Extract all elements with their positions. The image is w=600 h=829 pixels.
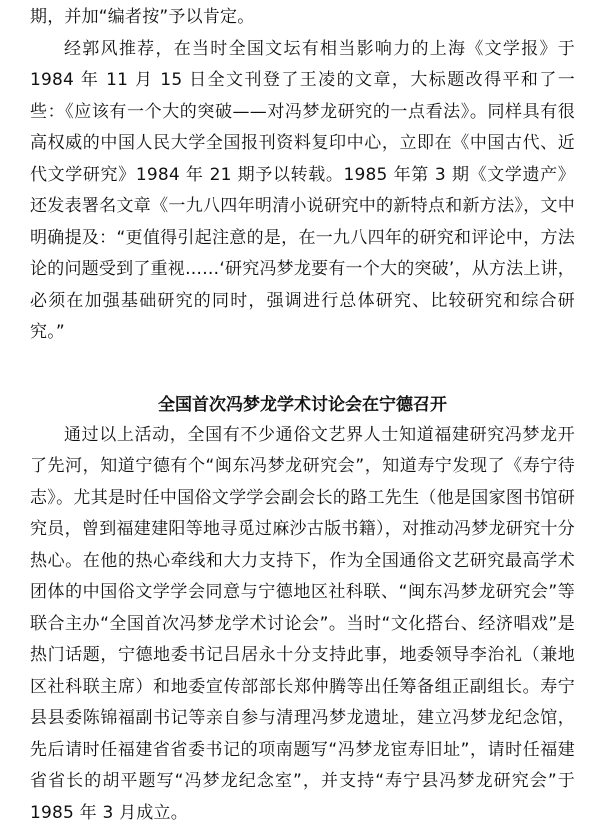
paragraph-continuation: 期，并加“编者按”予以肯定。 — [30, 2, 575, 34]
document-page — [30, 0, 575, 829]
paragraph-publication-history: 经郭风推荐，在当时全国文坛有相当影响力的上海《文学报》于 1984 年 11 月 15 日全文刊登了王凌的文章，大标题改得平和了一些：《应该有一个大的突破——对冯梦龙研究的一点看法》。同样具有很高权威的中国人民大学全国报刊资料复印中心，立即在《中国古代、近代文学研究》1984 年 21 期予以转载。1985 年第 3 期《文学遗产》还发表署名文章《一九八四年明清小说研究中的新特点和新方法》，文中明确提及：“更值得引起注意的是，在一九八四年的研究和评论中，方法论的问题受到了重视……‘研究冯梦龙要有一个大的突破’，从方法上讲，必须在加强基础研究的同时，强调进行总体研究、比较研究和综合研究。” — [30, 34, 575, 349]
paragraph-conference-background: 通过以上活动，全国有不少通俗文艺界人士知道福建研究冯梦龙开了先河，知道宁德有个“闽东冯梦龙研究会”，知道寿宁发现了《寿宁待志》。尤其是时任中国俗文学学会副会长的路工先生（他是国家图书馆研究员，曾到福建建阳等地寻觅过麻沙古版书籍），对推动冯梦龙研究十分热心。在他的热心牵线和大力支持下，作为全国通俗文艺研究最高学术团体的中国俗文学学会同意与宁德地区社科联、“闽东冯梦龙研究会”等联合主办“全国首次冯梦龙学术讨论会”。当时“文化搭台、经济唱戏”是热门话题，宁德地委书记吕居永十分支持此事，地委领导李治礼（兼地区社科联主席）和地委宣传部部长郑仲腾等出任筹备组正副组长。寿宁县县委陈锦福副书记等亲自参与清理冯梦龙遗址，建立冯梦龙纪念馆，先后请时任福建省省委书记的项南题写“冯梦龙宦寿旧址”，请时任福建省省长的胡平题写“冯梦龙纪念室”，并支持“寿宁县冯梦龙研究会”于 1985 年 3 月成立。 — [30, 420, 575, 829]
section-heading: 全国首次冯梦龙学术讨论会在宁德召开 — [30, 390, 575, 420]
